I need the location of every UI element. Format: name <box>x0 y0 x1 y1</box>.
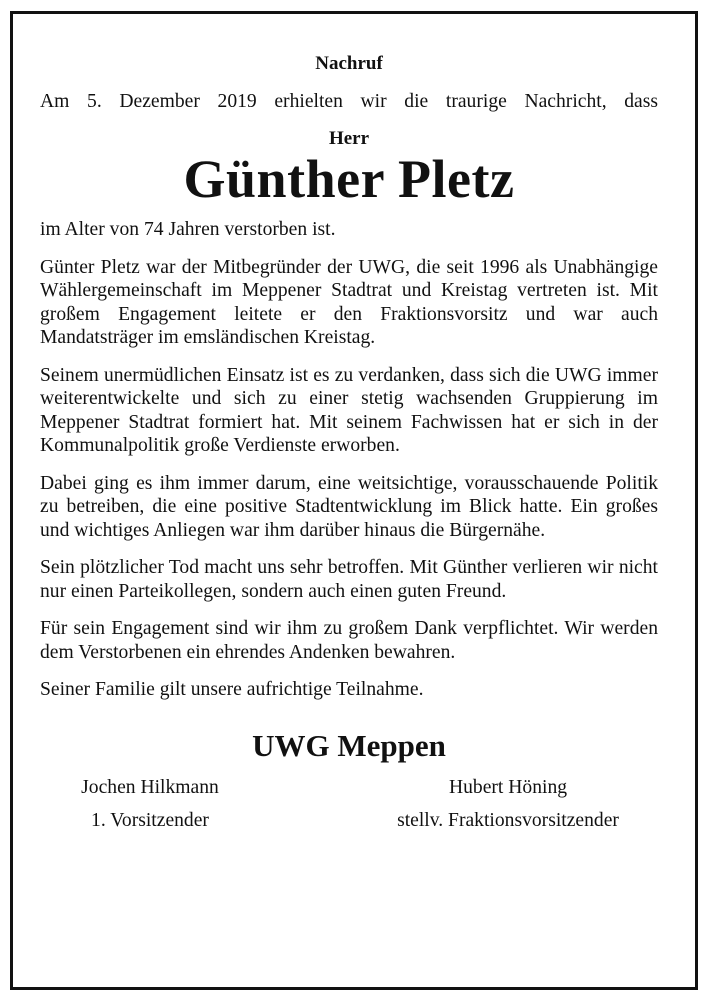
paragraph-politics: Dabei ging es ihm immer darum, eine weitsichtige, vorausschauende Politik zu betreiben, die eine positive Stadtentwicklung im Blick hatte. Ein großes und wichtiges Anliegen war ihm darüber hinaus die Bürgernähe. <box>40 472 658 541</box>
paragraph-condolence: Seiner Familie gilt unsere aufrichtige Teilnahme. <box>40 679 424 700</box>
age-line: im Alter von 74 Jahren verstorben ist. <box>40 219 336 240</box>
signatory-right <box>358 776 658 833</box>
signatory-left <box>50 776 250 833</box>
signatory-name: Hubert Höning <box>448 776 568 798</box>
intro-line: Am 5. Dezember 2019 erhielten wir die traurige Nachricht, dass <box>40 90 658 112</box>
obituary-notice <box>40 40 658 833</box>
paragraph-commitment: Seinem unermüdlichen Einsatz ist es zu verdanken, dass sich die UWG immer weiterentwickelte und sich zu einer stetig wachsenden Gruppierung im Meppener Stadtrat formiert hat. Mit seinem Fachwissen hat er sich in der Kommunalpolitik große Verdienste erworben. <box>40 364 658 456</box>
paragraph-loss: Sein plötzlicher Tod macht uns sehr betroffen. Mit Günther verlieren wir nicht nur einen Parteikollegen, sondern auch einen guten Freund. <box>40 557 658 602</box>
paragraph-thanks: Für sein Engagement sind wir ihm zu großem Dank verpflichtet. Wir werden dem Verstorbenen ein ehrendes Andenken bewahren. <box>40 618 658 663</box>
signatory-name: Jochen Hilkmann <box>81 776 219 798</box>
paragraph-founder: Günter Pletz war der Mitbegründer der UWG, die seit 1996 als Unabhängige Wählergemeinschaft im Meppener Stadtrat und Kreistag vertreten ist. Mit großem Engagement leitete er den Fraktionsvorsitz und war auch Mandatsträger im emsländischen Kreistag. <box>40 256 658 348</box>
signatory-role: stellv. Fraktionsvorsitzender <box>397 809 619 831</box>
organization-name: UWG Meppen <box>252 727 446 763</box>
salutation: Herr <box>328 128 370 149</box>
deceased-name: Günther Pletz <box>183 149 515 209</box>
signatory-role: 1. Vorsitzender <box>91 809 209 831</box>
signatures <box>40 776 658 833</box>
notice-title: Nachruf <box>315 53 383 74</box>
